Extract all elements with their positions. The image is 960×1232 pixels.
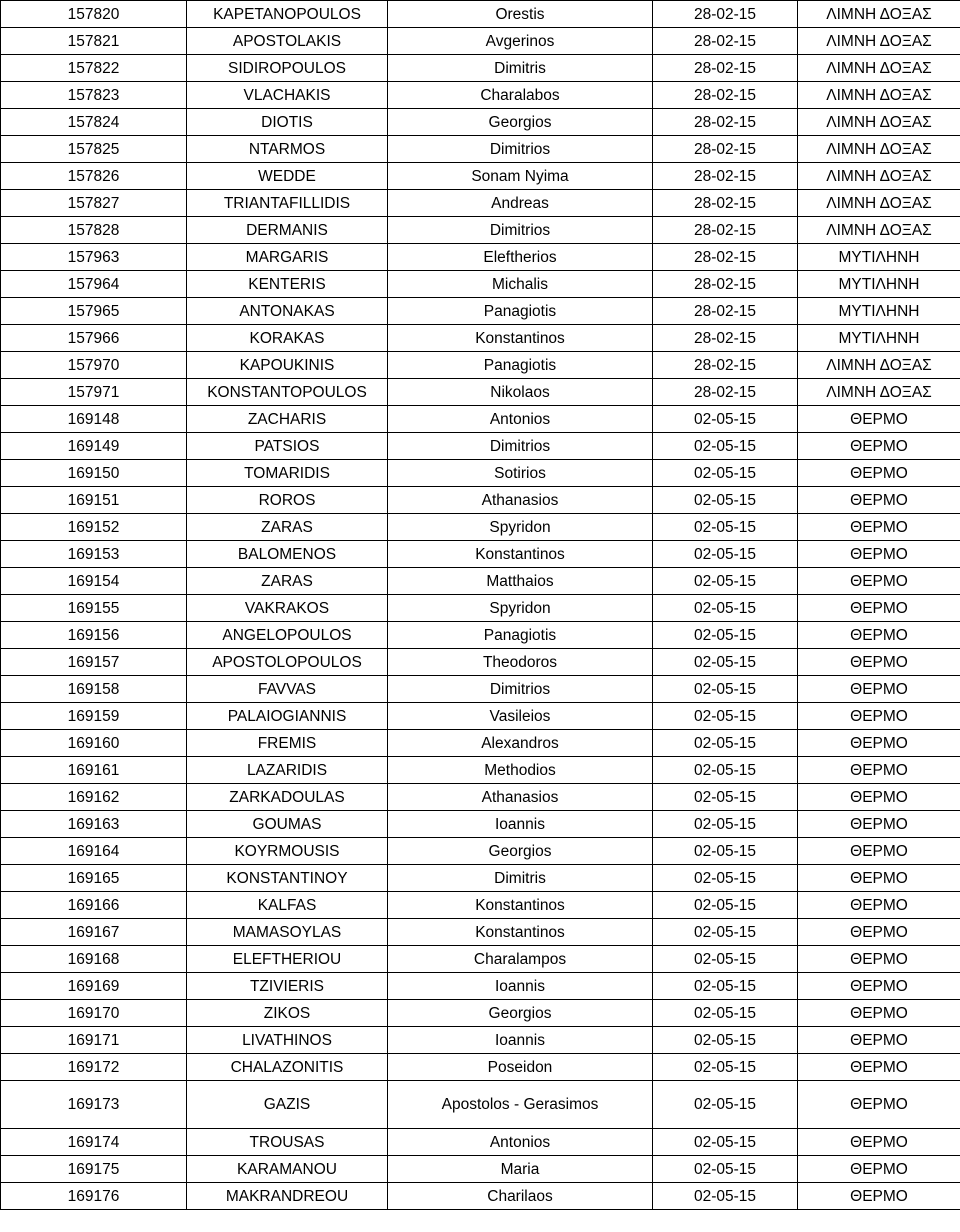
location-cell: ΛΙΜΝΗ ΔΟΞΑΣ [798, 379, 960, 406]
date-cell: 28-02-15 [653, 217, 798, 244]
table-row [1, 892, 960, 919]
table-row [1, 460, 960, 487]
surname-cell: VAKRAKOS [187, 595, 388, 622]
table-row [1, 1054, 960, 1081]
first-name-cell: Sonam Nyima [388, 163, 653, 190]
id-cell: 157827 [1, 190, 187, 217]
first-name-cell: Athanasios [388, 487, 653, 514]
first-name-cell: Antonios [388, 406, 653, 433]
table-row [1, 919, 960, 946]
date-cell: 28-02-15 [653, 136, 798, 163]
date-cell: 02-05-15 [653, 838, 798, 865]
surname-cell: ZARAS [187, 568, 388, 595]
id-cell: 157971 [1, 379, 187, 406]
table-row [1, 1, 960, 28]
table-row [1, 1129, 960, 1156]
id-cell: 157821 [1, 28, 187, 55]
id-cell: 169158 [1, 676, 187, 703]
date-cell: 28-02-15 [653, 325, 798, 352]
surname-cell: ANTONAKAS [187, 298, 388, 325]
table-row [1, 163, 960, 190]
table-row [1, 811, 960, 838]
date-cell: 28-02-15 [653, 28, 798, 55]
first-name-cell: Dimitrios [388, 433, 653, 460]
surname-cell: MAKRANDREOU [187, 1183, 388, 1210]
table-row [1, 541, 960, 568]
first-name-cell: Georgios [388, 109, 653, 136]
table-row [1, 1183, 960, 1210]
table-row [1, 595, 960, 622]
surname-cell: MARGARIS [187, 244, 388, 271]
table-row [1, 514, 960, 541]
location-cell: ΛΙΜΝΗ ΔΟΞΑΣ [798, 109, 960, 136]
table-row [1, 136, 960, 163]
surname-cell: GAZIS [187, 1081, 388, 1129]
location-cell: ΛΙΜΝΗ ΔΟΞΑΣ [798, 28, 960, 55]
date-cell: 28-02-15 [653, 163, 798, 190]
surname-cell: KONSTANTOPOULOS [187, 379, 388, 406]
id-cell: 169152 [1, 514, 187, 541]
id-cell: 169169 [1, 973, 187, 1000]
surname-cell: APOSTOLOPOULOS [187, 649, 388, 676]
first-name-cell: Ioannis [388, 811, 653, 838]
id-cell: 169160 [1, 730, 187, 757]
table-row [1, 325, 960, 352]
first-name-cell: Apostolos - Gerasimos [388, 1081, 653, 1129]
location-cell: ΘΕΡΜΟ [798, 811, 960, 838]
first-name-cell: Georgios [388, 1000, 653, 1027]
date-cell: 02-05-15 [653, 1183, 798, 1210]
surname-cell: TRIANTAFILLIDIS [187, 190, 388, 217]
table-row [1, 55, 960, 82]
first-name-cell: Georgios [388, 838, 653, 865]
id-cell: 169161 [1, 757, 187, 784]
date-cell: 28-02-15 [653, 82, 798, 109]
first-name-cell: Theodoros [388, 649, 653, 676]
date-cell: 02-05-15 [653, 865, 798, 892]
surname-cell: KONSTANTINOY [187, 865, 388, 892]
location-cell: ΘΕΡΜΟ [798, 1054, 960, 1081]
table-row [1, 379, 960, 406]
surname-cell: KALFAS [187, 892, 388, 919]
table-row [1, 865, 960, 892]
first-name-cell: Konstantinos [388, 919, 653, 946]
first-name-cell: Panagiotis [388, 622, 653, 649]
location-cell: ΜΥΤΙΛΗΝΗ [798, 271, 960, 298]
table-row [1, 946, 960, 973]
location-cell: ΘΕΡΜΟ [798, 838, 960, 865]
location-cell: ΛΙΜΝΗ ΔΟΞΑΣ [798, 352, 960, 379]
location-cell: ΘΕΡΜΟ [798, 622, 960, 649]
date-cell: 02-05-15 [653, 703, 798, 730]
table-row [1, 730, 960, 757]
id-cell: 157825 [1, 136, 187, 163]
surname-cell: KAPETANOPOULOS [187, 1, 388, 28]
table-row [1, 298, 960, 325]
surname-cell: PATSIOS [187, 433, 388, 460]
first-name-cell: Charilaos [388, 1183, 653, 1210]
id-cell: 157822 [1, 55, 187, 82]
first-name-cell: Poseidon [388, 1054, 653, 1081]
location-cell: ΘΕΡΜΟ [798, 784, 960, 811]
surname-cell: ROROS [187, 487, 388, 514]
id-cell: 169159 [1, 703, 187, 730]
first-name-cell: Konstantinos [388, 892, 653, 919]
table-row [1, 703, 960, 730]
surname-cell: ZIKOS [187, 1000, 388, 1027]
table-row [1, 757, 960, 784]
table-row [1, 109, 960, 136]
location-cell: ΛΙΜΝΗ ΔΟΞΑΣ [798, 163, 960, 190]
first-name-cell: Methodios [388, 757, 653, 784]
date-cell: 02-05-15 [653, 406, 798, 433]
location-cell: ΜΥΤΙΛΗΝΗ [798, 325, 960, 352]
surname-cell: KAPOUKINIS [187, 352, 388, 379]
date-cell: 28-02-15 [653, 379, 798, 406]
id-cell: 169173 [1, 1081, 187, 1129]
date-cell: 02-05-15 [653, 757, 798, 784]
surname-cell: ANGELOPOULOS [187, 622, 388, 649]
first-name-cell: Nikolaos [388, 379, 653, 406]
table-row [1, 487, 960, 514]
id-cell: 157970 [1, 352, 187, 379]
surname-cell: LAZARIDIS [187, 757, 388, 784]
surname-cell: ZARAS [187, 514, 388, 541]
id-cell: 169165 [1, 865, 187, 892]
table-row [1, 352, 960, 379]
id-cell: 157966 [1, 325, 187, 352]
date-cell: 02-05-15 [653, 1000, 798, 1027]
location-cell: ΘΕΡΜΟ [798, 487, 960, 514]
table-row [1, 568, 960, 595]
date-cell: 02-05-15 [653, 568, 798, 595]
first-name-cell: Ioannis [388, 973, 653, 1000]
table-row [1, 973, 960, 1000]
id-cell: 157964 [1, 271, 187, 298]
id-cell: 169163 [1, 811, 187, 838]
date-cell: 02-05-15 [653, 1129, 798, 1156]
location-cell: ΘΕΡΜΟ [798, 595, 960, 622]
date-cell: 02-05-15 [653, 811, 798, 838]
id-cell: 157828 [1, 217, 187, 244]
date-cell: 28-02-15 [653, 271, 798, 298]
first-name-cell: Orestis [388, 1, 653, 28]
table-row [1, 271, 960, 298]
location-cell: ΘΕΡΜΟ [798, 1000, 960, 1027]
id-cell: 169164 [1, 838, 187, 865]
date-cell: 28-02-15 [653, 352, 798, 379]
first-name-cell: Dimitrios [388, 676, 653, 703]
first-name-cell: Spyridon [388, 595, 653, 622]
location-cell: ΘΕΡΜΟ [798, 649, 960, 676]
table-row [1, 28, 960, 55]
surname-cell: CHALAZONITIS [187, 1054, 388, 1081]
first-name-cell: Athanasios [388, 784, 653, 811]
date-cell: 02-05-15 [653, 892, 798, 919]
id-cell: 157823 [1, 82, 187, 109]
table-row [1, 82, 960, 109]
date-cell: 02-05-15 [653, 460, 798, 487]
location-cell: ΘΕΡΜΟ [798, 703, 960, 730]
id-cell: 169151 [1, 487, 187, 514]
id-cell: 157826 [1, 163, 187, 190]
surname-cell: KOYRMOUSIS [187, 838, 388, 865]
id-cell: 169170 [1, 1000, 187, 1027]
table-row [1, 676, 960, 703]
date-cell: 28-02-15 [653, 55, 798, 82]
surname-cell: BALOMENOS [187, 541, 388, 568]
first-name-cell: Konstantinos [388, 325, 653, 352]
first-name-cell: Matthaios [388, 568, 653, 595]
table-row [1, 784, 960, 811]
id-cell: 157820 [1, 1, 187, 28]
location-cell: ΘΕΡΜΟ [798, 1081, 960, 1129]
location-cell: ΘΕΡΜΟ [798, 460, 960, 487]
location-cell: ΘΕΡΜΟ [798, 1027, 960, 1054]
surname-cell: SIDIROPOULOS [187, 55, 388, 82]
location-cell: ΘΕΡΜΟ [798, 892, 960, 919]
date-cell: 02-05-15 [653, 730, 798, 757]
date-cell: 28-02-15 [653, 244, 798, 271]
surname-cell: TROUSAS [187, 1129, 388, 1156]
id-cell: 169148 [1, 406, 187, 433]
surname-cell: DERMANIS [187, 217, 388, 244]
date-cell: 02-05-15 [653, 514, 798, 541]
first-name-cell: Konstantinos [388, 541, 653, 568]
first-name-cell: Panagiotis [388, 352, 653, 379]
date-cell: 02-05-15 [653, 649, 798, 676]
id-cell: 169167 [1, 919, 187, 946]
location-cell: ΘΕΡΜΟ [798, 1129, 960, 1156]
id-cell: 169176 [1, 1183, 187, 1210]
location-cell: ΛΙΜΝΗ ΔΟΞΑΣ [798, 1, 960, 28]
table-row [1, 622, 960, 649]
registration-table-body [1, 1, 960, 1210]
location-cell: ΘΕΡΜΟ [798, 568, 960, 595]
id-cell: 169153 [1, 541, 187, 568]
location-cell: ΛΙΜΝΗ ΔΟΞΑΣ [798, 136, 960, 163]
surname-cell: ZACHARIS [187, 406, 388, 433]
surname-cell: APOSTOLAKIS [187, 28, 388, 55]
location-cell: ΘΕΡΜΟ [798, 1183, 960, 1210]
date-cell: 02-05-15 [653, 1054, 798, 1081]
surname-cell: TZIVIERIS [187, 973, 388, 1000]
date-cell: 28-02-15 [653, 1, 798, 28]
location-cell: ΛΙΜΝΗ ΔΟΞΑΣ [798, 55, 960, 82]
location-cell: ΘΕΡΜΟ [798, 730, 960, 757]
surname-cell: GOUMAS [187, 811, 388, 838]
id-cell: 169175 [1, 1156, 187, 1183]
id-cell: 169150 [1, 460, 187, 487]
id-cell: 169149 [1, 433, 187, 460]
table-row [1, 838, 960, 865]
first-name-cell: Michalis [388, 271, 653, 298]
table-row [1, 217, 960, 244]
id-cell: 157963 [1, 244, 187, 271]
surname-cell: KENTERIS [187, 271, 388, 298]
first-name-cell: Vasileios [388, 703, 653, 730]
first-name-cell: Dimitris [388, 55, 653, 82]
first-name-cell: Charalampos [388, 946, 653, 973]
location-cell: ΘΕΡΜΟ [798, 1156, 960, 1183]
surname-cell: VLACHAKIS [187, 82, 388, 109]
first-name-cell: Avgerinos [388, 28, 653, 55]
date-cell: 02-05-15 [653, 1081, 798, 1129]
first-name-cell: Dimitris [388, 865, 653, 892]
first-name-cell: Eleftherios [388, 244, 653, 271]
first-name-cell: Maria [388, 1156, 653, 1183]
table-row [1, 1156, 960, 1183]
location-cell: ΘΕΡΜΟ [798, 433, 960, 460]
table-row [1, 190, 960, 217]
table-row [1, 433, 960, 460]
date-cell: 02-05-15 [653, 919, 798, 946]
location-cell: ΘΕΡΜΟ [798, 541, 960, 568]
table-row [1, 1081, 960, 1129]
id-cell: 169162 [1, 784, 187, 811]
surname-cell: LIVATHINOS [187, 1027, 388, 1054]
location-cell: ΘΕΡΜΟ [798, 973, 960, 1000]
first-name-cell: Antonios [388, 1129, 653, 1156]
id-cell: 169155 [1, 595, 187, 622]
date-cell: 28-02-15 [653, 190, 798, 217]
location-cell: ΘΕΡΜΟ [798, 946, 960, 973]
surname-cell: PALAIOGIANNIS [187, 703, 388, 730]
table-row [1, 244, 960, 271]
table-row [1, 1027, 960, 1054]
location-cell: ΛΙΜΝΗ ΔΟΞΑΣ [798, 82, 960, 109]
first-name-cell: Ioannis [388, 1027, 653, 1054]
location-cell: ΛΙΜΝΗ ΔΟΞΑΣ [798, 217, 960, 244]
date-cell: 02-05-15 [653, 784, 798, 811]
date-cell: 02-05-15 [653, 1156, 798, 1183]
date-cell: 02-05-15 [653, 487, 798, 514]
surname-cell: TOMARIDIS [187, 460, 388, 487]
id-cell: 169171 [1, 1027, 187, 1054]
first-name-cell: Spyridon [388, 514, 653, 541]
date-cell: 02-05-15 [653, 676, 798, 703]
first-name-cell: Dimitrios [388, 136, 653, 163]
location-cell: ΘΕΡΜΟ [798, 406, 960, 433]
date-cell: 02-05-15 [653, 541, 798, 568]
id-cell: 169154 [1, 568, 187, 595]
date-cell: 02-05-15 [653, 595, 798, 622]
first-name-cell: Andreas [388, 190, 653, 217]
date-cell: 02-05-15 [653, 973, 798, 1000]
location-cell: ΜΥΤΙΛΗΝΗ [798, 298, 960, 325]
id-cell: 169166 [1, 892, 187, 919]
id-cell: 169174 [1, 1129, 187, 1156]
surname-cell: ELEFTHERIOU [187, 946, 388, 973]
date-cell: 02-05-15 [653, 622, 798, 649]
first-name-cell: Sotirios [388, 460, 653, 487]
surname-cell: ZARKADOULAS [187, 784, 388, 811]
location-cell: ΘΕΡΜΟ [798, 919, 960, 946]
date-cell: 02-05-15 [653, 946, 798, 973]
id-cell: 157824 [1, 109, 187, 136]
first-name-cell: Alexandros [388, 730, 653, 757]
date-cell: 28-02-15 [653, 109, 798, 136]
first-name-cell: Panagiotis [388, 298, 653, 325]
id-cell: 157965 [1, 298, 187, 325]
table-row [1, 406, 960, 433]
date-cell: 02-05-15 [653, 433, 798, 460]
id-cell: 169156 [1, 622, 187, 649]
id-cell: 169157 [1, 649, 187, 676]
first-name-cell: Charalabos [388, 82, 653, 109]
location-cell: ΜΥΤΙΛΗΝΗ [798, 244, 960, 271]
surname-cell: WEDDE [187, 163, 388, 190]
location-cell: ΘΕΡΜΟ [798, 757, 960, 784]
surname-cell: MAMASOYLAS [187, 919, 388, 946]
surname-cell: DIOTIS [187, 109, 388, 136]
surname-cell: KARAMANOU [187, 1156, 388, 1183]
table-row [1, 1000, 960, 1027]
surname-cell: FREMIS [187, 730, 388, 757]
surname-cell: KORAKAS [187, 325, 388, 352]
id-cell: 169172 [1, 1054, 187, 1081]
date-cell: 02-05-15 [653, 1027, 798, 1054]
id-cell: 169168 [1, 946, 187, 973]
surname-cell: NTARMOS [187, 136, 388, 163]
surname-cell: FAVVAS [187, 676, 388, 703]
date-cell: 28-02-15 [653, 298, 798, 325]
location-cell: ΘΕΡΜΟ [798, 676, 960, 703]
location-cell: ΘΕΡΜΟ [798, 514, 960, 541]
location-cell: ΘΕΡΜΟ [798, 865, 960, 892]
location-cell: ΛΙΜΝΗ ΔΟΞΑΣ [798, 190, 960, 217]
table-row [1, 649, 960, 676]
first-name-cell: Dimitrios [388, 217, 653, 244]
